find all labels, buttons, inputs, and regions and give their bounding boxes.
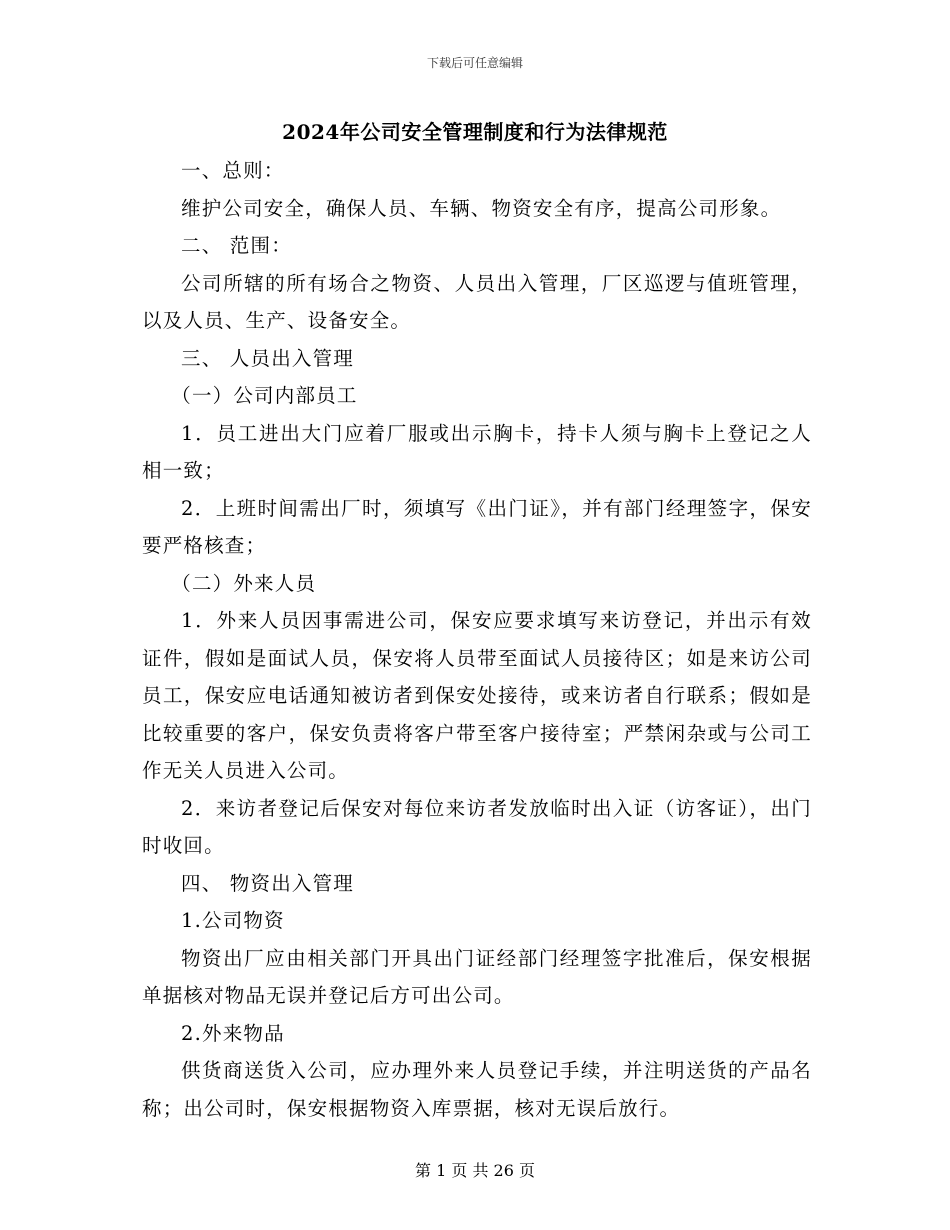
page-header-note: 下载后可任意编辑 — [426, 56, 523, 70]
subsection-heading-external-goods: 2.外来物品 — [181, 1021, 285, 1045]
paragraph-staff-item-1: 1．员工进出大门应着厂服或出示胸卡，持卡人须与胸卡上登记之人相一致； — [142, 421, 812, 482]
paragraph-general: 维护公司安全，确保人员、车辆、物资安全有序，提高公司形象。 — [181, 196, 782, 220]
paragraph-external-goods: 供货商送货入公司，应办理外来人员登记手续，并注明送货的产品名称；出公司时，保安根据物资入库票据，核对无误后放行。 — [142, 1059, 812, 1120]
subsection-heading-internal-staff: （一）公司内部员工 — [171, 384, 358, 407]
paragraph-visitor-item-2: 2．来访者登记后保安对每位来访者发放临时出入证（访客证），出门时收回。 — [142, 796, 812, 857]
paragraph-visitor-item-1: 1．外来人员因事需进公司，保安应要求填写来访登记，并出示有效证件，假如是面试人员，保安将人员带至面试人员接待区；如是来访公司员工，保安应电话通知被访者到保安处接待，或来访者自行联系；假如是比较重要的客户，保安负责将客户带至客户接待室；严禁闲杂或与公司工作无关人员进入公司。 — [142, 609, 812, 782]
section-heading-personnel: 三、 人员出入管理 — [181, 346, 354, 370]
section-heading-scope: 二、 范围： — [181, 234, 292, 257]
section-heading-materials: 四、 物资出入管理 — [181, 871, 354, 895]
document-title: 2024年公司安全管理制度和行为法律规范 — [282, 120, 668, 144]
page-footer-number: 第 1 页 共 26 页 — [415, 1161, 535, 1180]
document-body — [142, 152, 812, 1127]
paragraph-staff-item-2: 2．上班时间需出厂时，须填写《出门证》，并有部门经理签字，保安要严格核查； — [142, 496, 812, 557]
section-heading-general: 一、总则： — [181, 159, 285, 182]
paragraph-company-materials: 物资出厂应由相关部门开具出门证经部门经理签字批准后，保安根据单据核对物品无误并登记后方可出公司。 — [142, 946, 812, 1007]
subsection-heading-company-materials: 1.公司物资 — [181, 909, 285, 932]
paragraph-scope: 公司所辖的所有场合之物资、人员出入管理，厂区巡逻与值班管理，以及人员、生产、设备安全。 — [142, 271, 812, 332]
subsection-heading-visitors: （二）外来人员 — [171, 571, 317, 595]
